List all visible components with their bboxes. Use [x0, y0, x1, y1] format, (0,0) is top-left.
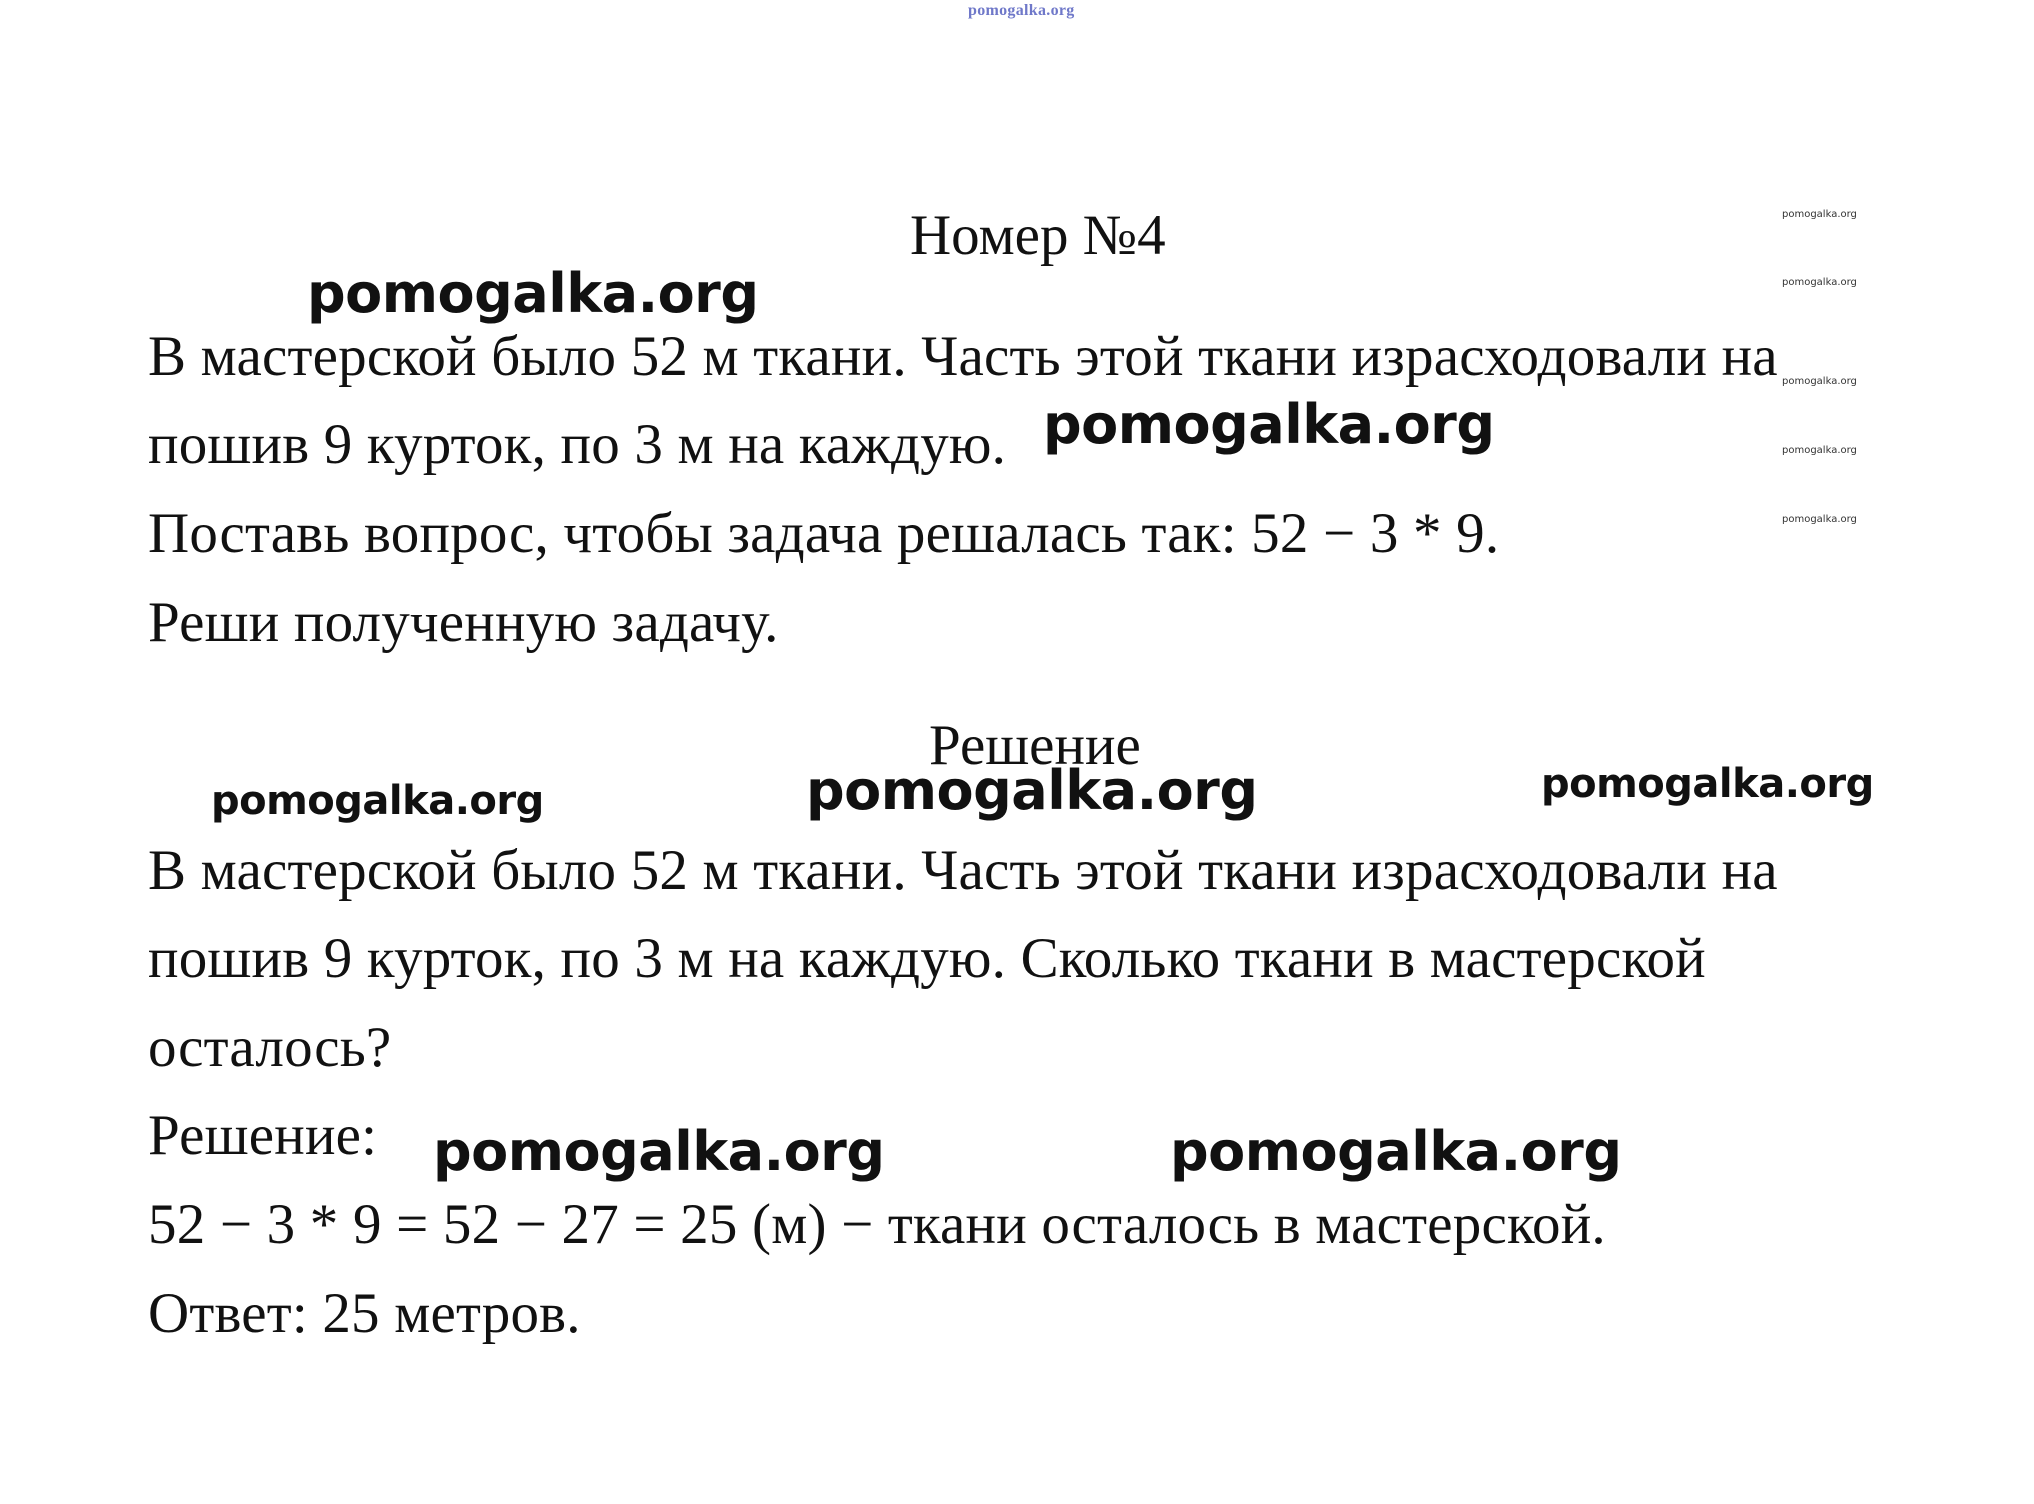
watermark-top: pomogalka.org	[968, 2, 1075, 19]
watermark-1: pomogalka.org	[307, 262, 759, 325]
watermark-7: pomogalka.org	[1170, 1120, 1622, 1183]
solution-line-2: пошив 9 курток, по 3 м на каждую. Сколько ткани в мастерской	[148, 927, 1706, 990]
problem-line-2: пошив 9 курток, по 3 м на каждую.	[148, 413, 1007, 476]
problem-heading: Номер №4	[910, 204, 1166, 267]
watermark-side-5: pomogalka.org	[1782, 514, 1857, 525]
watermark-side-4: pomogalka.org	[1782, 445, 1857, 456]
problem-line-4: Реши полученную задачу.	[148, 591, 779, 654]
watermark-6: pomogalka.org	[433, 1120, 885, 1183]
watermark-4: pomogalka.org	[806, 759, 1258, 822]
answer: Ответ: 25 метров.	[148, 1282, 581, 1345]
problem-line-3: Поставь вопрос, чтобы задача решалась так: 52 − 3 * 9.	[148, 502, 1500, 565]
solution-label: Решение:	[148, 1104, 378, 1167]
watermark-side-3: pomogalka.org	[1782, 376, 1857, 387]
solution-calculation: 52 − 3 * 9 = 52 − 27 = 25 (м) − ткани осталось в мастерской.	[148, 1193, 1606, 1256]
watermark-5: pomogalka.org	[1541, 761, 1874, 807]
watermark-side-2: pomogalka.org	[1782, 277, 1857, 288]
solution-line-3: осталось?	[148, 1016, 392, 1079]
solution-heading: Решение	[929, 714, 1141, 777]
problem-line-1: В мастерской было 52 м ткани. Часть этой ткани израсходовали на	[148, 325, 1778, 388]
solution-line-1: В мастерской было 52 м ткани. Часть этой ткани израсходовали на	[148, 839, 1778, 902]
watermark-3: pomogalka.org	[211, 778, 544, 824]
watermark-side-1: pomogalka.org	[1782, 209, 1857, 220]
watermark-2: pomogalka.org	[1043, 393, 1495, 456]
